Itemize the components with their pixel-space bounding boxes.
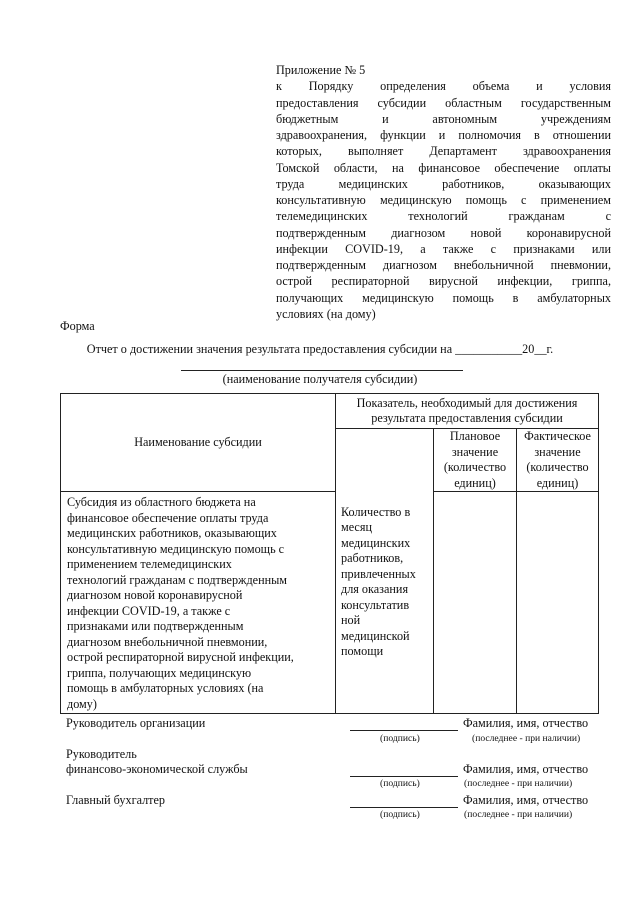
appendix-line: условиях (на дому) bbox=[276, 306, 376, 321]
appendix-line: консультативную медицинскую помощь с применением bbox=[276, 193, 611, 207]
form-label: Форма bbox=[60, 319, 95, 333]
actual-value-cell[interactable] bbox=[517, 492, 599, 714]
signatory-name-caption: (последнее - при наличии) bbox=[464, 778, 573, 789]
signature-caption: (подпись) bbox=[380, 778, 420, 789]
recipient-name-line bbox=[181, 370, 463, 371]
header-planned-value: Плановое значение (количество единиц) bbox=[434, 429, 517, 492]
appendix-line: здравоохранения, функции и полномочия в отношении bbox=[276, 128, 611, 142]
signature-caption: (подпись) bbox=[380, 809, 420, 820]
subsidy-name-cell: Субсидия из областного бюджета на финансовое обеспечение оплаты труда медицинских работников, оказывающих консультативную медицинскую помощь с применением телемедицинских технологий гражданам с подтвержденным диагнозом новой коронавирусной инфекции COVID-19, а также с признаками или подтвержденным диагнозом внебольничной пневмонии, острой респираторной вирусной инфекции, гриппа, получающих медицинскую помощь в амбулаторных условиях (на дому) bbox=[61, 492, 336, 714]
signature-role: Главный бухгалтер bbox=[66, 793, 166, 807]
signature-line bbox=[350, 730, 458, 731]
signature-role: Руководитель организации bbox=[66, 716, 206, 730]
appendix-line: подтвержденным диагнозом новой коронавирусной bbox=[276, 225, 611, 240]
appendix-line: инфекции COVID-19, а также с признаками или bbox=[276, 241, 611, 256]
appendix-line: Приложение № 5 bbox=[276, 63, 366, 77]
appendix-line: к Порядку определения объема и условия bbox=[276, 79, 611, 94]
signature-line bbox=[350, 807, 458, 808]
appendix-line: предоставления субсидии областным государственным bbox=[276, 95, 611, 110]
header-indicator-name-empty bbox=[336, 429, 434, 492]
appendix-line: труда медицинских работников, оказывающих bbox=[276, 176, 611, 191]
appendix-line: острой респираторной вирусной инфекции, гриппа, bbox=[276, 274, 611, 289]
appendix-line: получающих медицинскую помощь в амбулаторных bbox=[276, 290, 611, 305]
appendix-line: телемедицинских технологий гражданам с bbox=[276, 209, 611, 224]
appendix-line: подтвержденным диагнозом внебольничной пневмонии, bbox=[276, 258, 611, 272]
signatory-name: Фамилия, имя, отчество bbox=[463, 716, 589, 730]
appendix-line: которых, выполняет Департамент здравоохранения bbox=[276, 144, 611, 159]
header-actual-value: Фактическое значение (количество единиц) bbox=[517, 429, 599, 492]
appendix-line: Томской области, на финансовое обеспечение оплаты bbox=[276, 160, 611, 175]
appendix-block bbox=[276, 62, 611, 322]
recipient-caption: (наименование получателя субсидии) bbox=[222, 372, 418, 386]
report-title: Отчет о достижении значения результата предоставления субсидии на ___________20__г. bbox=[86, 342, 554, 356]
header-subsidy-name: Наименование субсидии bbox=[61, 394, 336, 492]
signature-role: Руководитель bbox=[66, 747, 137, 761]
indicator-name-cell: Количество в месяц медицинских работников, привлеченных для оказания консультатив ной медицинской помощи bbox=[336, 492, 434, 714]
signature-line bbox=[350, 776, 458, 777]
signatory-name: Фамилия, имя, отчество bbox=[463, 793, 589, 807]
signatory-name-caption: (последнее - при наличии) bbox=[464, 809, 573, 820]
report-table bbox=[60, 393, 599, 714]
signatory-name-caption: (последнее - при наличии) bbox=[472, 733, 581, 744]
signatory-name: Фамилия, имя, отчество bbox=[463, 762, 589, 776]
planned-value-cell[interactable] bbox=[434, 492, 517, 714]
header-indicator: Показатель, необходимый для достижения результата предоставления субсидии bbox=[336, 394, 599, 429]
appendix-line: бюджетным и автономным учреждениям bbox=[276, 111, 611, 126]
signature-caption: (подпись) bbox=[380, 733, 420, 744]
signature-role: финансово-экономической службы bbox=[66, 762, 248, 776]
